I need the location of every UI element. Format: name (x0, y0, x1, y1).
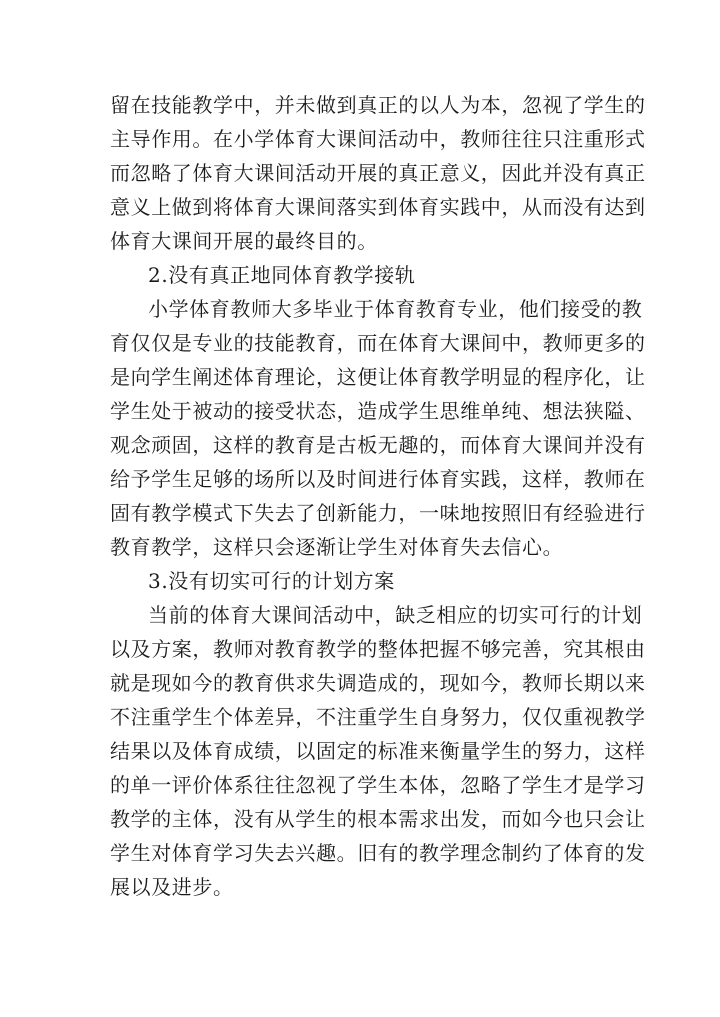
paragraph-line: 就是现如今的教育供求失调造成的，现如今，教师长期以来 (110, 671, 646, 695)
paragraph-line: 教育教学，这样只会逐渐让学生对体育失去信心。 (110, 535, 564, 559)
paragraph-line: 主导作用。在小学体育大课间活动中，教师往往只注重形式 (110, 127, 646, 151)
paragraph-line: 不注重学生个体差异，不注重学生自身努力，仅仅重视教学 (110, 705, 646, 729)
paragraph-line: 而忽略了体育大课间活动开展的真正意义，因此并没有真正 (110, 161, 646, 185)
section-heading: 2.没有真正地同体育教学接轨 (148, 263, 416, 287)
section-heading: 3.没有切实可行的计划方案 (148, 569, 395, 593)
paragraph-line: 的单一评价体系往往忽视了学生本体，忽略了学生才是学习 (110, 773, 646, 797)
paragraph-line: 体育大课间开展的最终目的。 (110, 229, 378, 253)
paragraph-line: 育仅仅是专业的技能教育，而在体育大课间中，教师更多的 (110, 331, 646, 355)
paragraph-line: 意义上做到将体育大课间落实到体育实践中，从而没有达到 (110, 195, 646, 219)
paragraph-line: 学生处于被动的接受状态，造成学生思维单纯、想法狭隘、 (110, 399, 646, 423)
paragraph-line: 学生对体育学习失去兴趣。旧有的教学理念制约了体育的发 (110, 841, 646, 865)
paragraph-line: 给予学生足够的场所以及时间进行体育实践，这样，教师在 (110, 467, 646, 491)
paragraph-line: 留在技能教学中，并未做到真正的以人为本，忽视了学生的 (110, 93, 646, 117)
paragraph-line: 观念顽固，这样的教育是古板无趣的，而体育大课间并没有 (110, 433, 646, 457)
paragraph-line: 结果以及体育成绩，以固定的标准来衡量学生的努力，这样 (110, 739, 646, 763)
paragraph-line: 当前的体育大课间活动中，缺乏相应的切实可行的计划 (148, 603, 643, 627)
paragraph-line: 是向学生阐述体育理论，这便让体育教学明显的程序化，让 (110, 365, 646, 389)
paragraph-line: 小学体育教师大多毕业于体育教育专业，他们接受的教 (148, 297, 643, 321)
paragraph-line: 固有教学模式下失去了创新能力，一味地按照旧有经验进行 (110, 501, 646, 525)
paragraph-line: 教学的主体，没有从学生的根本需求出发，而如今也只会让 (110, 807, 646, 831)
paragraph-line: 以及方案，教师对教育教学的整体把握不够完善，究其根由 (110, 637, 646, 661)
paragraph-line: 展以及进步。 (110, 875, 234, 899)
